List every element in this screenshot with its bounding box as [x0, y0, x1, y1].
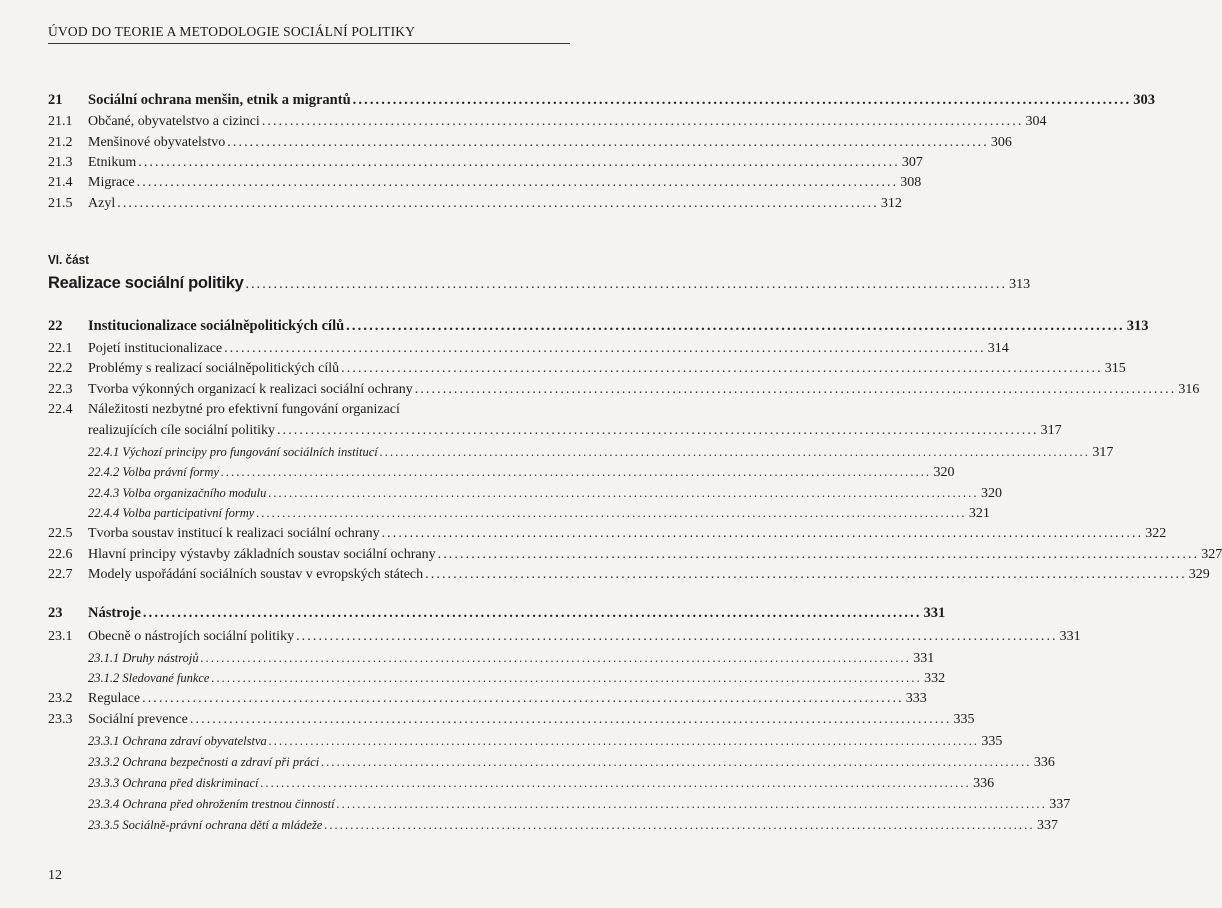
toc-entry-page: 315	[1104, 361, 1126, 376]
toc-entry-title: Tvorba výkonných organizací k realizaci sociální ochrany	[88, 382, 413, 397]
leader-dots: ........................................................................................................................................	[189, 712, 952, 727]
toc-entry-page: 306	[990, 135, 1012, 150]
leader-dots: ........................................................................................................................................	[296, 629, 1058, 644]
toc-entry-title: Migrace	[88, 175, 135, 190]
leader-dots: ........................................................................................................................................	[352, 92, 1132, 108]
leader-dots: ........................................................................................................................................	[245, 277, 1008, 292]
toc-entry-number: 23.3	[48, 712, 73, 727]
toc-entry-section	[48, 627, 1081, 647]
leader-dots: ........................................................................................................................................	[142, 691, 904, 706]
toc-entry-page: 307	[901, 155, 923, 170]
leader-dots: ........................................................................................................................................	[341, 361, 1103, 376]
toc-entry-title: 23.3.4 Ochrana před ohrožením trestnou činností	[88, 797, 335, 811]
toc-entry-title: Menšinové obyvatelstvo	[88, 135, 226, 150]
toc-entry-number: 22.6	[48, 547, 73, 562]
toc-entry-title: 22.4.3 Volba organizačního modulu	[88, 486, 267, 500]
toc-entry-title: Sociální prevence	[88, 712, 188, 727]
toc-entry-number: 22.1	[48, 341, 73, 356]
toc-entry-page: 320	[933, 465, 955, 480]
leader-dots: ........................................................................................................................................	[117, 196, 879, 211]
leader-dots: ........................................................................................................................................	[321, 755, 1032, 769]
toc-entry-number: 21	[48, 92, 63, 108]
toc-entry-page: 332	[924, 671, 946, 686]
leader-dots: ........................................................................................................................................	[268, 486, 979, 500]
toc-entry-page: 303	[1133, 92, 1155, 108]
toc-entry-page: 320	[980, 486, 1002, 501]
toc-entry-title: 23.3.1 Ochrana zdraví obyvatelstva	[88, 734, 267, 748]
toc-entry-sub	[48, 815, 1058, 835]
toc-entry-number: 22.4	[48, 402, 73, 417]
toc-entry-section	[48, 524, 1167, 544]
toc-entry-page: 331	[923, 605, 946, 621]
leader-dots: ........................................................................................................................................	[346, 318, 1125, 334]
header-rule	[48, 43, 570, 44]
toc-entry-title: Občané, obyvatelstvo a cizinci	[88, 114, 260, 129]
toc-entry-title: Náležitosti nezbytné pro efektivní fungování organizací	[88, 402, 400, 417]
toc-entry-number: 22.2	[48, 361, 73, 376]
leader-dots: ........................................................................................................................................	[136, 175, 899, 190]
toc-entry-sub	[48, 442, 1114, 462]
toc-entry-chapter	[48, 603, 946, 623]
toc-entry-number: 23	[48, 605, 63, 621]
leader-dots: ........................................................................................................................................	[138, 155, 900, 170]
toc-entry-section	[48, 545, 1222, 565]
toc-entry-number: 21.1	[48, 114, 73, 129]
toc-entry-page: 316	[1178, 382, 1200, 397]
toc-entry-section	[48, 112, 1047, 132]
toc-entry-sub	[48, 668, 946, 688]
leader-dots: ........................................................................................................................................	[336, 797, 1048, 811]
toc-entry-page: 329	[1188, 567, 1210, 582]
toc-entry-title: Regulace	[88, 691, 141, 706]
part-title-line	[48, 272, 1031, 296]
toc-entry-title: Nástroje	[88, 605, 141, 621]
toc-entry-title: Institucionalizace sociálněpolitických cílů	[88, 318, 345, 334]
toc-entry-section	[48, 400, 570, 420]
toc-entry-number: 23.1	[48, 629, 73, 644]
leader-dots: ........................................................................................................................................	[256, 506, 967, 520]
toc-entry-sub	[48, 752, 1055, 772]
toc-entry-sub	[48, 731, 1003, 751]
part-label: VI. část	[48, 252, 89, 267]
toc-entry-sub	[48, 503, 990, 523]
toc-entry-title: Azyl	[88, 196, 116, 211]
toc-entry-title: Problémy s realizací sociálněpolitických cílů	[88, 361, 340, 376]
toc-entry-title: Pojetí institucionalizace	[88, 341, 223, 356]
leader-dots: ........................................................................................................................................	[425, 567, 1187, 582]
toc-entry-page: 336	[973, 776, 995, 791]
toc-entry-section	[48, 380, 1200, 400]
leader-dots: ........................................................................................................................................	[381, 526, 1144, 541]
toc-entry-number: 23.2	[48, 691, 73, 706]
part-page-number: 313	[1009, 277, 1031, 292]
toc-entry-page: 314	[987, 341, 1009, 356]
leader-dots: ........................................................................................................................................	[142, 605, 922, 621]
toc-entry-sub	[48, 773, 995, 793]
toc-entry-cont	[48, 421, 1062, 441]
toc-entry-title: 22.4.2 Volba právní formy	[88, 465, 219, 479]
toc-entry-page: 317	[1092, 445, 1114, 460]
toc-entry-sub	[48, 483, 1002, 503]
leader-dots: ........................................................................................................................................	[277, 423, 1039, 438]
toc-entry-title: Sociální ochrana menšin, etnik a migrantů	[88, 92, 351, 108]
toc-entry-page: 317	[1040, 423, 1062, 438]
toc-entry-title: 23.3.3 Ochrana před diskriminací	[88, 776, 259, 790]
toc-entry-title: Obecně o nástrojích sociální politiky	[88, 629, 295, 644]
toc-entry-number: 22.5	[48, 526, 73, 541]
toc-entry-page: 337	[1036, 818, 1058, 833]
toc-entry-page: 321	[968, 506, 990, 521]
toc-entry-section	[48, 710, 975, 730]
leader-dots: ........................................................................................................................................	[224, 341, 986, 356]
toc-entry-title: Hlavní principy výstavby základních soustav sociální ochrany	[88, 547, 436, 562]
toc-entry-section	[48, 565, 1210, 585]
toc-entry-page: 327	[1201, 547, 1222, 562]
page-number-folio: 12	[48, 868, 62, 883]
toc-entry-sub	[48, 648, 935, 668]
toc-entry-number: 21.2	[48, 135, 73, 150]
leader-dots: ........................................................................................................................................	[200, 651, 912, 665]
toc-entry-title: Modely uspořádání sociálních soustav v evropských státech	[88, 567, 424, 582]
toc-entry-page: 335	[981, 734, 1003, 749]
toc-entry-section	[48, 133, 1012, 153]
toc-entry-section	[48, 339, 1009, 359]
toc-entry-chapter	[48, 316, 1149, 336]
toc-entry-chapter	[48, 90, 1155, 110]
toc-entry-sub	[48, 462, 955, 482]
toc-entry-number: 21.4	[48, 175, 73, 190]
toc-entry-page: 331	[913, 651, 935, 666]
toc-entry-page: 336	[1033, 755, 1055, 770]
toc-entry-number: 22.3	[48, 382, 73, 397]
leader-dots: ........................................................................................................................................	[211, 671, 923, 685]
leader-dots: ........................................................................................................................................	[379, 445, 1091, 459]
toc-entry-number: 21.5	[48, 196, 73, 211]
leader-dots: ........................................................................................................................................	[437, 547, 1200, 562]
leader-dots: ........................................................................................................................................	[268, 734, 980, 748]
toc-entry-number: 22.7	[48, 567, 73, 582]
part-title: Realizace sociální politiky	[48, 274, 244, 292]
toc-entry-title: 23.1.1 Druhy nástrojů	[88, 651, 199, 665]
leader-dots: ........................................................................................................................................	[261, 114, 1024, 129]
toc-entry-section	[48, 173, 922, 193]
leader-dots: ........................................................................................................................................	[324, 818, 1035, 832]
toc-entry-page: 304	[1025, 114, 1047, 129]
toc-entry-section	[48, 153, 923, 173]
toc-entry-section	[48, 689, 927, 709]
toc-entry-title: 23.3.5 Sociálně-právní ochrana dětí a mládeže	[88, 818, 323, 832]
leader-dots: ........................................................................................................................................	[227, 135, 989, 150]
leader-dots: ........................................................................................................................................	[260, 776, 972, 790]
running-head: ÚVOD DO TEORIE A METODOLOGIE SOCIÁLNÍ POLITIKY	[48, 24, 416, 39]
toc-entry-section	[48, 359, 1126, 379]
toc-entry-page: 335	[953, 712, 975, 727]
toc-entry-sub	[48, 794, 1071, 814]
toc-entry-page: 337	[1049, 797, 1071, 812]
toc-entry-title: Tvorba soustav institucí k realizaci sociální ochrany	[88, 526, 380, 541]
toc-entry-page: 313	[1126, 318, 1149, 334]
toc-entry-number: 21.3	[48, 155, 73, 170]
toc-entry-title: Etnikum	[88, 155, 137, 170]
toc-entry-title: 23.1.2 Sledované funkce	[88, 671, 210, 685]
toc-entry-page: 312	[880, 196, 902, 211]
toc-entry-page: 331	[1059, 629, 1081, 644]
toc-entry-title: 22.4.4 Volba participativní formy	[88, 506, 255, 520]
toc-entry-section	[48, 194, 902, 214]
leader-dots: ........................................................................................................................................	[220, 465, 932, 479]
toc-entry-page: 333	[905, 691, 927, 706]
toc-entry-title: 22.4.1 Výchozí principy pro fungování sociálních institucí	[88, 445, 378, 459]
leader-dots: ........................................................................................................................................	[414, 382, 1177, 397]
toc-entry-title: realizujících cíle sociální politiky	[88, 423, 275, 438]
toc-entry-number: 22	[48, 318, 63, 334]
toc-entry-page: 308	[900, 175, 922, 190]
toc-entry-title: 23.3.2 Ochrana bezpečnosti a zdraví při práci	[88, 755, 320, 769]
toc-entry-page: 322	[1145, 526, 1167, 541]
